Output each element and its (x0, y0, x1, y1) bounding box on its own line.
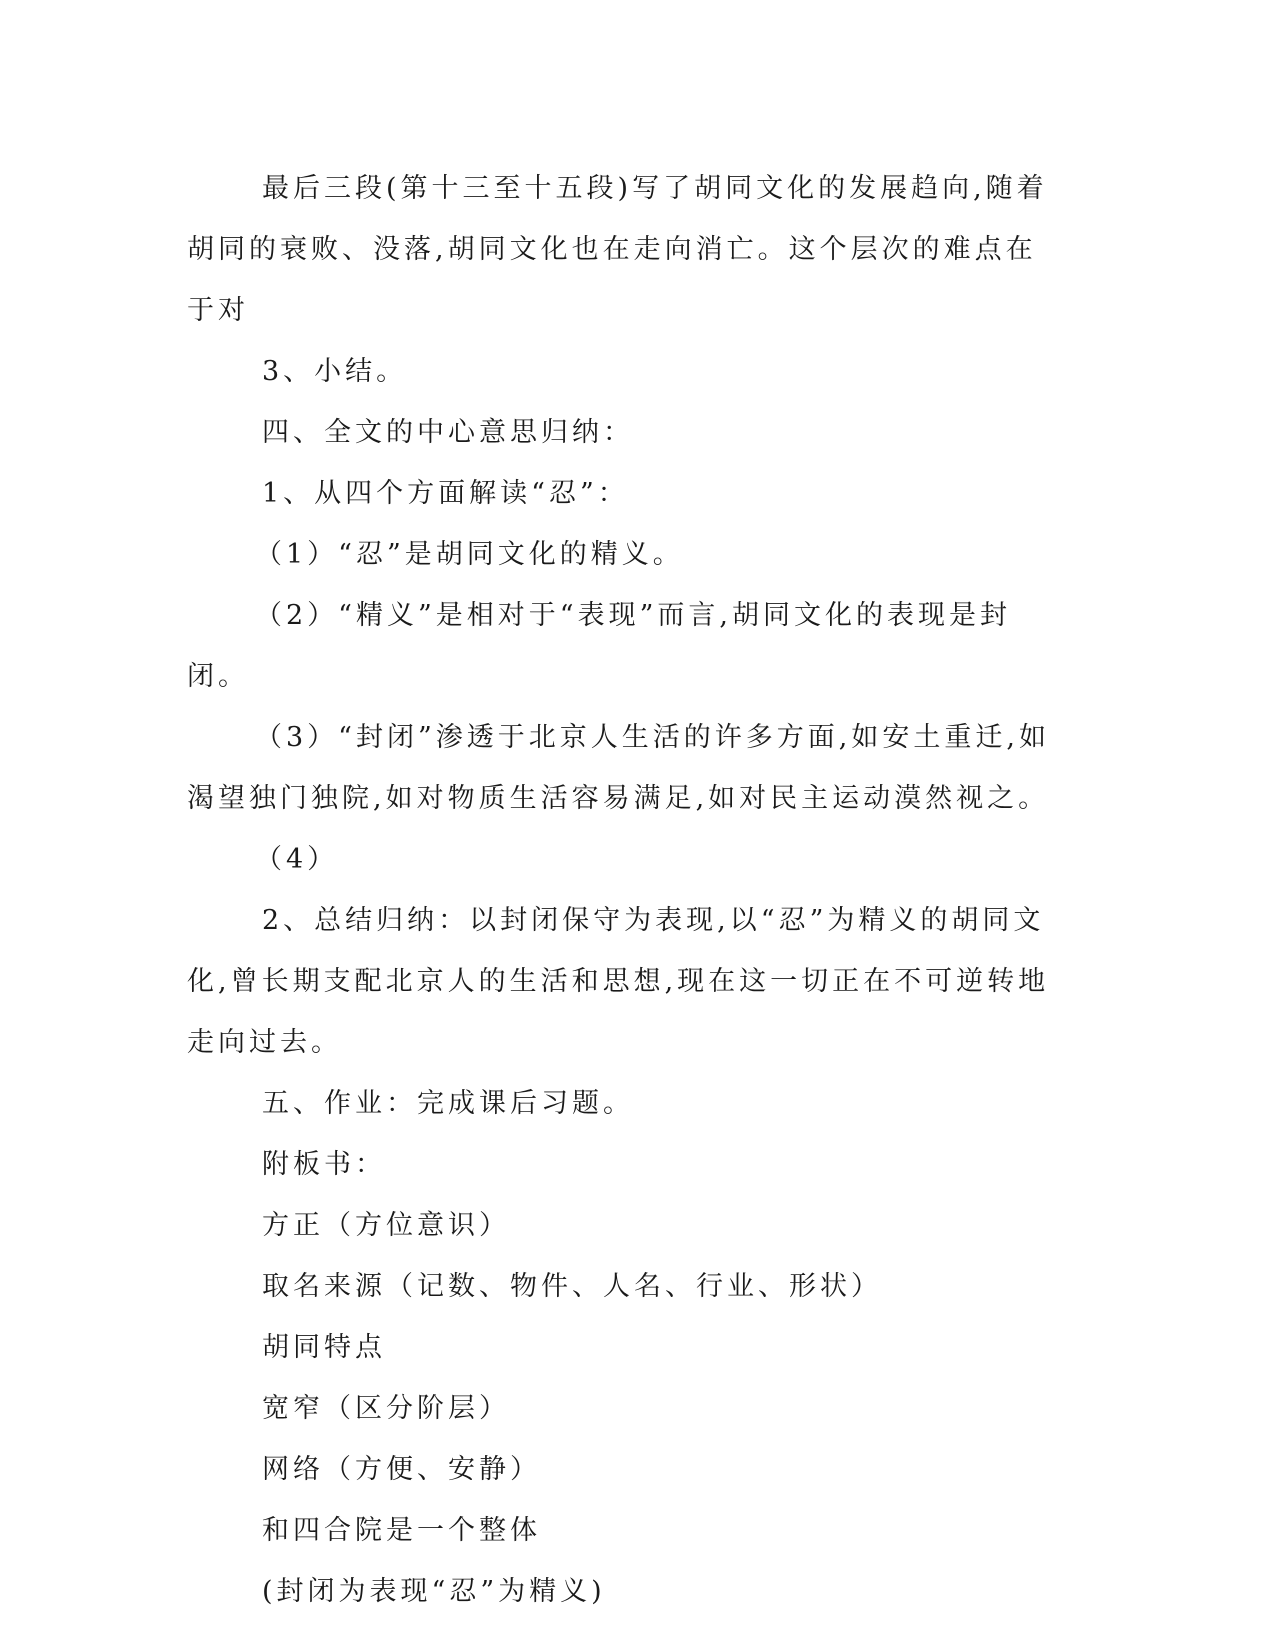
paragraph-trend: 最后三段(第十三至十五段)写了胡同文化的发展趋向,随着胡同的衰败、没落,胡同文化也在走向消亡。这个层次的难点在于对 (187, 173, 1048, 326)
list-item-3: （3）“封闭”渗透于北京人生活的许多方面,如安土重迁,如渴望独门独院,如对物质生活容易满足,如对民主运动漠然视之。 (187, 722, 1050, 814)
board-note-line: 胡同特点 (262, 1332, 386, 1363)
list-item-2: （2）“精义”是相对于“表现”而言,胡同文化的表现是封闭。 (187, 600, 1011, 692)
board-note-line: 网络（方便、安静） (262, 1454, 541, 1485)
board-note-line: 和四合院是一个整体 (262, 1515, 541, 1546)
list-item-4: （4） (255, 844, 339, 875)
board-note-line: 宽窄（区分阶层） (262, 1393, 510, 1424)
list-item-1: （1）“忍”是胡同文化的精义。 (255, 539, 684, 570)
point-two-summary: 2、总结归纳：以封闭保守为表现,以“忍”为精义的胡同文化,曾长期支配北京人的生活和思想,现在这一切正在不可逆转地走向过去。 (187, 905, 1050, 1058)
point-one-heading: 1、从四个方面解读“忍”： (262, 478, 629, 509)
section-five-homework: 五、作业：完成课后习题。 (262, 1088, 634, 1119)
board-notes-heading: 附板书： (262, 1149, 386, 1180)
document-body (187, 158, 1067, 1622)
section-four-heading: 四、全文的中心意思归纳： (262, 417, 634, 448)
board-note-line: 方正（方位意识） (262, 1210, 510, 1241)
board-note-line: 取名来源（记数、物件、人名、行业、形状） (262, 1271, 882, 1302)
paragraph-summary-heading: 3、小结。 (262, 356, 408, 387)
board-note-line: (封闭为表现“忍”为精义) (262, 1576, 606, 1607)
